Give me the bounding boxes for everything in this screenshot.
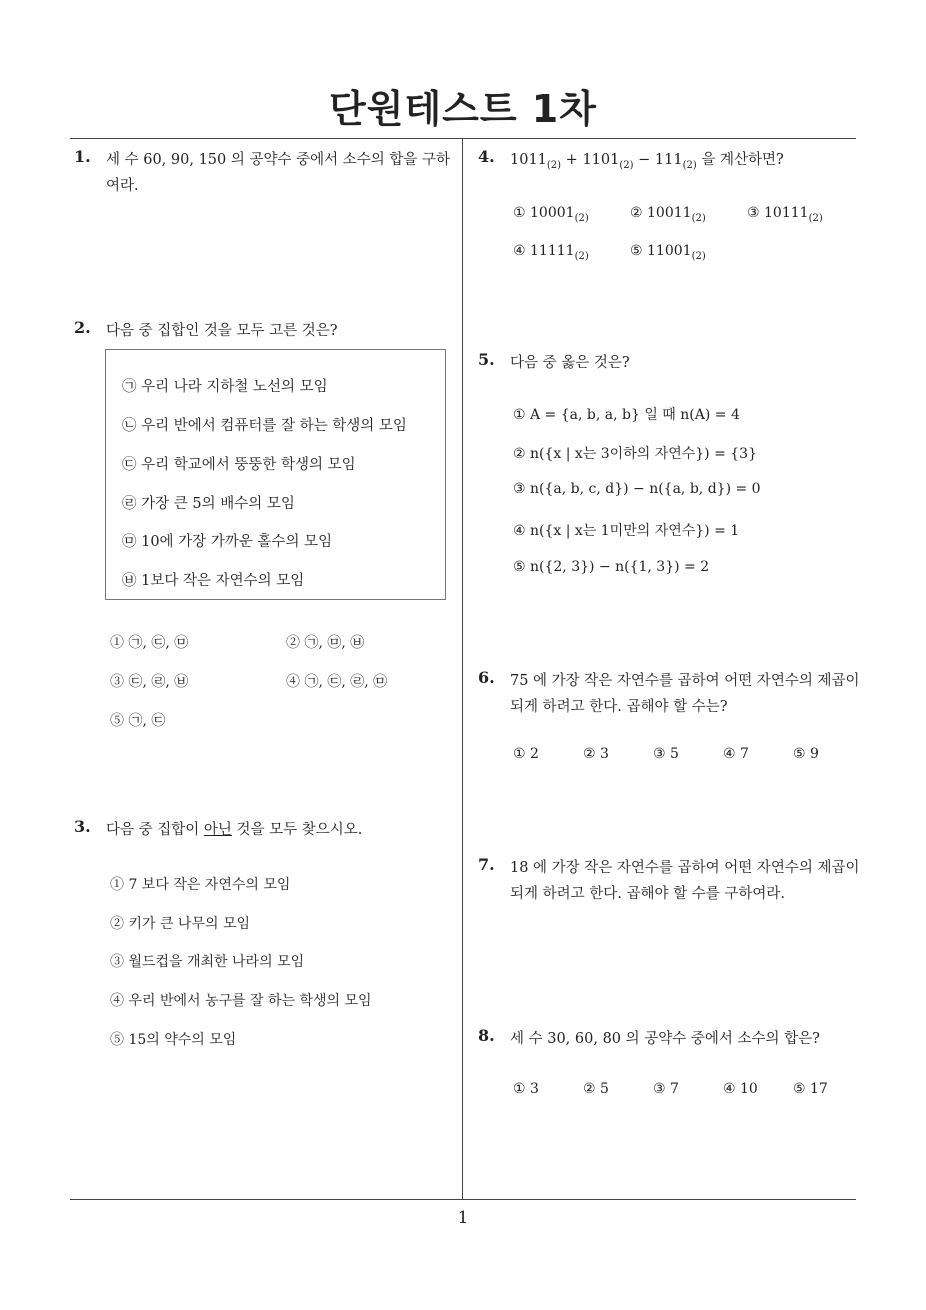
question-text: 다음 중 집합인 것을 모두 고른 것은? [106,323,338,339]
answer-choice[interactable]: ② 5 [583,1081,609,1097]
answer-choice[interactable]: ③ 7 [653,1081,679,1097]
base-subscript: (2) [546,159,562,171]
answer-choice[interactable]: ① 3 [513,1081,539,1097]
base-subscript: (2) [574,212,589,224]
answer-choice[interactable]: ③ 월드컵을 개최한 나라의 모임 [110,954,305,970]
question-text: 세 수 60, 90, 150 의 공약수 중에서 소수의 합을 구하여라. [106,152,450,194]
answer-choice[interactable]: ④ 우리 반에서 농구를 잘 하는 학생의 모임 [110,993,372,1009]
answer-choice[interactable] [747,205,823,224]
question-2 [74,318,458,344]
underlined-word: 아닌 [203,822,232,838]
question-number: 1. [74,147,91,166]
expr-part: 1011 [510,152,547,168]
choice-mark: ⑤ [630,243,648,259]
answer-choice[interactable]: ③ n({a, b, c, d}) − n({a, b, d}) = 0 [513,481,761,497]
answer-choice[interactable]: ② n({x | x는 3이하의 자연수}) = {3} [513,446,757,462]
question-number: 2. [74,318,91,337]
choice-mark: ① [513,205,531,221]
answer-choice[interactable]: ④ ㉠, ㉢, ㉣, ㉤ [286,674,388,690]
question-text: 75 에 가장 작은 자연수를 곱하여 어떤 자연수의 제곱이 되게 하려고 한다. 곱해야 할 수는? [510,673,860,715]
expr-part: + 1101 [561,152,620,168]
page-title: 단원테스트 1차 [329,87,597,131]
question-text [106,817,458,843]
question-3 [74,817,458,843]
answer-choice[interactable]: ③ 5 [653,746,679,762]
condition-item: ㉥ 1보다 작은 자연수의 모임 [122,573,305,589]
condition-item: ㉡ 우리 반에서 컴퓨터를 잘 하는 학생의 모임 [122,418,407,434]
answer-choice[interactable]: ② ㉠, ㉤, ㉥ [286,635,365,651]
answer-choice[interactable]: ② 키가 큰 나무의 모임 [110,916,250,932]
question-7 [478,855,862,907]
choice-value: 10001 [530,205,575,221]
question-number: 7. [478,855,495,874]
column-divider [462,139,463,1200]
answer-choice[interactable]: ① 7 보다 작은 자연수의 모임 [110,877,291,893]
answer-choice[interactable]: ② 3 [583,746,609,762]
choice-value: 11111 [530,243,575,259]
question-number: 4. [478,147,495,166]
condition-item: ㉤ 10에 가장 가까운 홀수의 모임 [122,534,333,550]
bottom-rule [70,1199,856,1200]
answer-choice[interactable]: ⑤ 15의 약수의 모임 [110,1032,237,1048]
base-subscript: (2) [691,250,706,262]
answer-choice[interactable] [630,243,706,262]
question-number: 3. [74,817,91,836]
question-text: 다음 중 옳은 것은? [510,355,630,371]
question-text-part: 것을 모두 찾으시오. [231,822,363,838]
choice-mark: ④ [513,243,531,259]
condition-item: ㉠ 우리 나라 지하철 노선의 모임 [122,379,328,395]
top-rule [70,138,856,139]
question-text-part: 다음 중 집합이 [106,822,204,838]
answer-choice[interactable]: ① 2 [513,746,539,762]
base-subscript: (2) [682,159,697,171]
question-5 [478,350,862,376]
question-4 [478,147,862,179]
choice-value: 10011 [647,205,692,221]
question-number: 5. [478,350,495,369]
answer-choice[interactable]: ⑤ 9 [793,746,819,762]
condition-item: ㉣ 가장 큰 5의 배수의 모임 [122,496,295,512]
choice-mark: ② [630,205,648,221]
condition-box [105,349,446,600]
choice-mark: ③ [747,205,765,221]
base-subscript: (2) [808,212,823,224]
expr-part: 을 계산하면? [696,152,784,168]
choice-value: 11001 [647,243,692,259]
answer-choice[interactable]: ④ n({x | x는 1미만의 자연수}) = 1 [513,523,740,539]
question-text [510,147,862,179]
question-8 [478,1026,862,1052]
question-text: 18 에 가장 작은 자연수를 곱하여 어떤 자연수의 제곱이 되게 하려고 한다. 곱해야 할 수를 구하여라. [510,860,860,902]
answer-choice[interactable] [513,205,589,224]
answer-choice[interactable]: ⑤ n({2, 3}) − n({1, 3}) = 2 [513,559,710,575]
page-number: 1 [457,1208,469,1228]
question-number: 8. [478,1026,495,1045]
condition-item: ㉢ 우리 학교에서 뚱뚱한 학생의 모임 [122,457,356,473]
answer-choice[interactable] [513,243,589,262]
question-6 [478,668,862,720]
question-1 [74,147,458,199]
answer-choice[interactable]: ① A = {a, b, a, b} 일 때 n(A) = 4 [513,407,740,423]
base-subscript: (2) [619,159,634,171]
answer-choice[interactable]: ① ㉠, ㉢, ㉤ [110,635,189,651]
expr-part: − 111 [633,152,683,168]
answer-choice[interactable] [630,205,706,224]
base-subscript: (2) [574,250,589,262]
answer-choice[interactable]: ⑤ ㉠, ㉢ [110,713,166,729]
answer-choice[interactable]: ⑤ 17 [793,1081,828,1097]
choice-value: 10111 [764,205,809,221]
question-number: 6. [478,668,495,687]
question-text: 세 수 30, 60, 80 의 공약수 중에서 소수의 합은? [510,1031,820,1047]
answer-choice[interactable]: ④ 7 [723,746,749,762]
answer-choice[interactable]: ③ ㉢, ㉣, ㉥ [110,674,189,690]
answer-choice[interactable]: ④ 10 [723,1081,758,1097]
base-subscript: (2) [691,212,706,224]
